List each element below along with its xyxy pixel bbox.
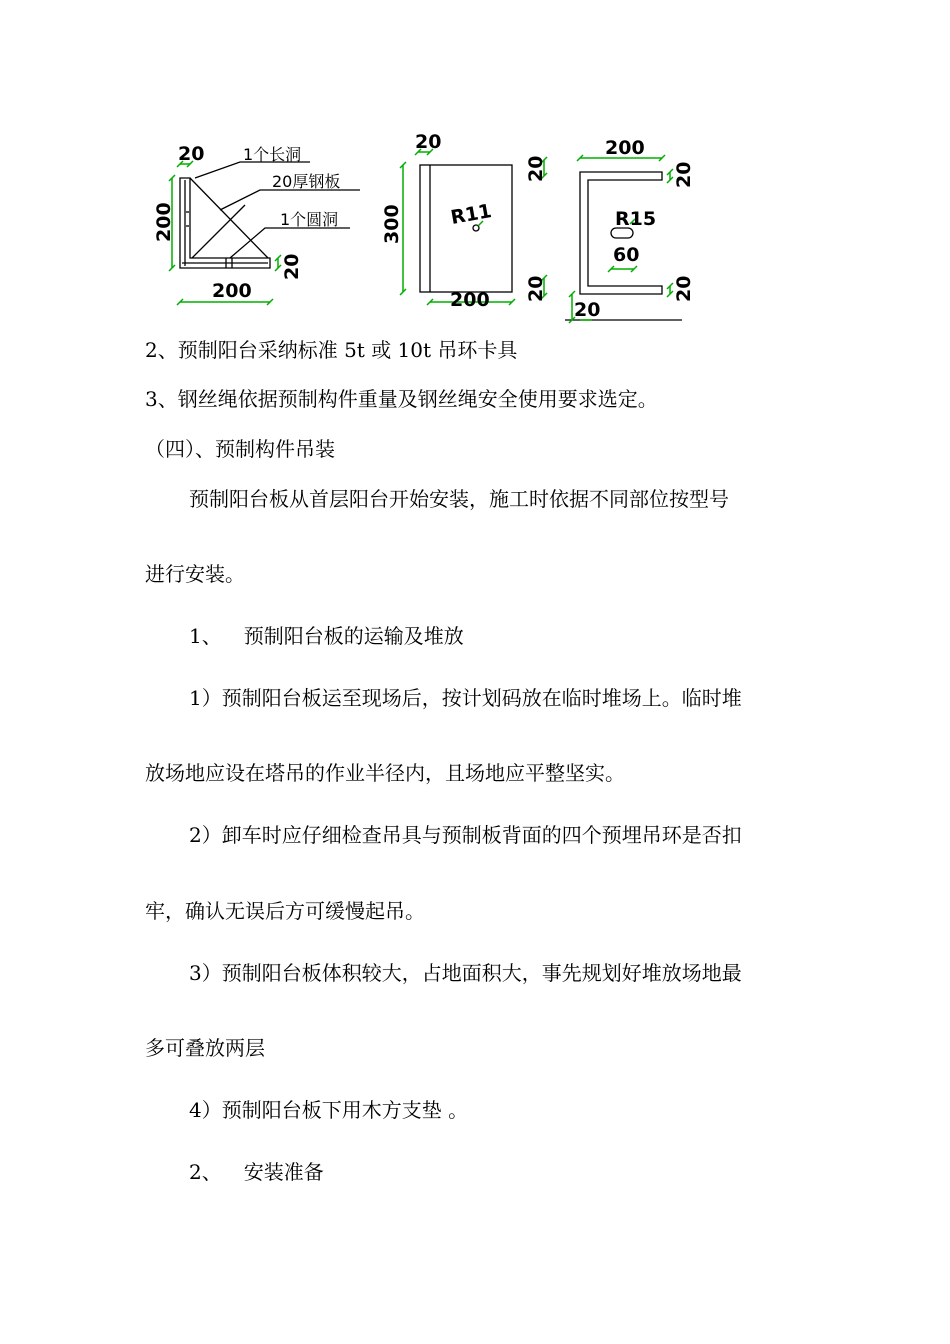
subheading-number: 2、 <box>189 1160 222 1184</box>
subheading-number: 1、 <box>189 624 222 648</box>
plate-dim-top: 20 <box>415 131 442 153</box>
plate-outline <box>420 165 512 292</box>
channel-hole-label: R15 <box>615 208 657 230</box>
paragraph-item-1-line-1: 1）预制阳台板运至现场后，按计划码放在临时堆场上。临时堆 <box>189 686 742 710</box>
subheading-text: 预制阳台板的运输及堆放 <box>243 624 464 648</box>
angle-diagonal-1 <box>190 178 268 258</box>
label-plate: 20厚钢板 <box>272 172 341 191</box>
angle-dim-side: 200 <box>153 202 175 242</box>
channel-outline <box>580 172 662 294</box>
paragraph-item-1-line-2: 放场地应设在塔吊的作业半径内，且场地应平整坚实。 <box>145 761 625 785</box>
leader-round-hole <box>230 228 350 258</box>
plate-dim-bottom: 200 <box>450 289 490 311</box>
paragraph-wire-rope: 3、钢丝绳依据预制构件重量及钢丝绳安全使用要求选定。 <box>145 387 658 411</box>
steel-bracket-drawing <box>150 120 710 330</box>
angle-diagonal-2 <box>192 205 245 258</box>
paragraph-install-order-1: 预制阳台板从首层阳台开始安装，施工时依据不同部位按型号 <box>189 487 729 511</box>
channel-dim-bottom: 20 <box>574 299 601 321</box>
plate-dim-right-bottom: 20 <box>525 275 547 302</box>
angle-dim-top: 20 <box>178 143 205 165</box>
channel-slot-label: 60 <box>613 244 640 266</box>
leader-plate <box>220 190 360 210</box>
plate-hole-label: R11 <box>449 200 494 229</box>
label-round-hole: 1个圆洞 <box>280 210 339 229</box>
channel-dim-top: 200 <box>605 137 645 159</box>
angle-dim-right: 20 <box>281 253 303 280</box>
paragraph-item-2-line-2: 牢，确认无误后方可缓慢起吊。 <box>145 899 425 923</box>
subheading-transport <box>0 624 950 648</box>
paragraph-hoist-clamp: 2、预制阳台采纳标准 5t 或 10t 吊环卡具 <box>145 338 518 362</box>
channel-dim-right-bottom: 20 <box>673 275 695 302</box>
angle-dim-bottom: 200 <box>212 280 252 302</box>
section-heading-4: （四）、预制构件吊装 <box>145 437 335 461</box>
label-long-hole: 1个长洞 <box>243 145 302 164</box>
channel-dim-right-top: 20 <box>673 161 695 188</box>
paragraph-item-3-line-1: 3）预制阳台板体积较大，占地面积大，事先规划好堆放场地最 <box>189 961 742 985</box>
paragraph-item-2-line-1: 2）卸车时应仔细检查吊具与预制板背面的四个预埋吊环是否扣 <box>189 823 742 847</box>
paragraph-install-order-2: 进行安装。 <box>145 562 245 586</box>
subheading-text: 安装准备 <box>243 1160 324 1184</box>
subheading-preparation <box>0 1160 950 1184</box>
plate-dim-right-top: 20 <box>525 155 547 182</box>
paragraph-item-4: 4）预制阳台板下用木方支垫 。 <box>189 1098 469 1122</box>
plate-dim-side: 300 <box>381 204 403 244</box>
paragraph-item-3-line-2: 多可叠放两层 <box>145 1036 265 1060</box>
